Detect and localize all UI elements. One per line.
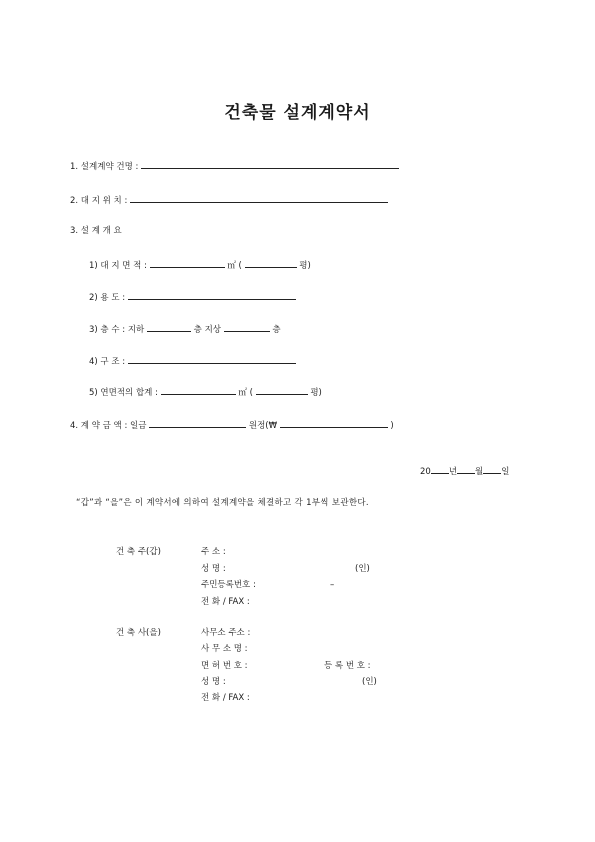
architect-seal: (인) xyxy=(362,677,377,687)
agreement-statement: “갑”과 “을”은 이 계약서에 의하여 설계계약을 체결하고 각 1부씩 보관한다. xyxy=(76,498,369,508)
sub-site-area-label: 1) 대 지 면 적 : xyxy=(89,261,147,271)
item-site-location-label: 2. 대 지 위 치 : xyxy=(70,196,128,206)
sub-total-floor-area xyxy=(89,385,322,399)
amount-mid: 원정(₩ xyxy=(248,421,278,431)
architect-license-label: 면 허 번 호 : xyxy=(201,661,248,671)
contract-date xyxy=(420,464,509,478)
architect-office-address-label: 사무소 주소 : xyxy=(201,628,251,638)
total-area-m2-field[interactable] xyxy=(161,385,236,395)
site-area-end: 평) xyxy=(299,261,311,271)
date-year-label: 년 xyxy=(448,467,458,477)
item-contract-amount xyxy=(70,418,394,432)
floors-mid: 층 지상 xyxy=(193,325,221,335)
date-day-label: 일 xyxy=(501,467,510,477)
owner-heading: 건 축 주(갑) xyxy=(116,547,161,557)
item-contract-amount-label: 4. 계 약 금 액 : 일금 xyxy=(70,421,147,431)
item-design-overview: 3. 설 계 개 요 xyxy=(70,226,122,236)
architect-office-name-label: 사 무 소 명 : xyxy=(201,644,248,654)
architect-phone-label: 전 화 / FAX : xyxy=(201,693,250,703)
amount-end: ) xyxy=(390,421,394,431)
sub-structure xyxy=(89,354,296,368)
sub-site-area xyxy=(89,258,311,272)
date-month-field[interactable] xyxy=(457,464,475,474)
date-prefix: 20 xyxy=(420,467,431,477)
total-area-end: 평) xyxy=(310,388,322,398)
sub-floors xyxy=(89,322,281,336)
item-contract-name-label: 1. 설계계약 건명 : xyxy=(70,162,139,172)
sub-structure-label: 4) 구 조 : xyxy=(89,357,126,367)
structure-field[interactable] xyxy=(128,354,296,364)
sub-total-floor-area-label: 5) 연면적의 합계 : xyxy=(89,388,158,398)
sub-usage-label: 2) 용 도 : xyxy=(89,293,126,303)
architect-registration-label: 등 록 번 호 : xyxy=(324,661,371,671)
total-area-pyeong-field[interactable] xyxy=(256,385,308,395)
architect-name-label: 성 명 : xyxy=(201,677,226,687)
item-contract-name xyxy=(70,159,399,173)
owner-seal: (인) xyxy=(355,564,370,574)
date-month-label: 월 xyxy=(475,467,484,477)
amount-korean-field[interactable] xyxy=(149,418,246,428)
sub-usage xyxy=(89,290,296,304)
site-area-unit: ㎡ ( xyxy=(227,261,242,271)
architect-heading: 건 축 사(을) xyxy=(116,628,161,638)
sub-floors-label: 3) 층 수 : 지하 xyxy=(89,325,145,335)
owner-phone-label: 전 화 / FAX : xyxy=(201,597,250,607)
usage-field[interactable] xyxy=(128,290,296,300)
owner-name-label: 성 명 : xyxy=(201,564,226,574)
owner-id-dash: – xyxy=(330,580,335,590)
item-site-location xyxy=(70,193,388,207)
basement-floors-field[interactable] xyxy=(147,322,191,332)
site-location-field[interactable] xyxy=(130,193,388,203)
owner-address-label: 주 소 : xyxy=(201,547,226,557)
date-year-field[interactable] xyxy=(431,464,449,474)
owner-id-label: 주민등록번호 : xyxy=(201,580,256,590)
above-ground-floors-field[interactable] xyxy=(224,322,270,332)
contract-name-field[interactable] xyxy=(141,159,399,169)
document-title: 건축물 설계계약서 xyxy=(224,103,371,123)
amount-numeric-field[interactable] xyxy=(280,418,388,428)
site-area-pyeong-field[interactable] xyxy=(245,258,297,268)
site-area-m2-field[interactable] xyxy=(150,258,225,268)
total-area-unit: ㎡ ( xyxy=(238,388,253,398)
date-day-field[interactable] xyxy=(483,464,501,474)
floors-end: 층 xyxy=(272,325,281,335)
